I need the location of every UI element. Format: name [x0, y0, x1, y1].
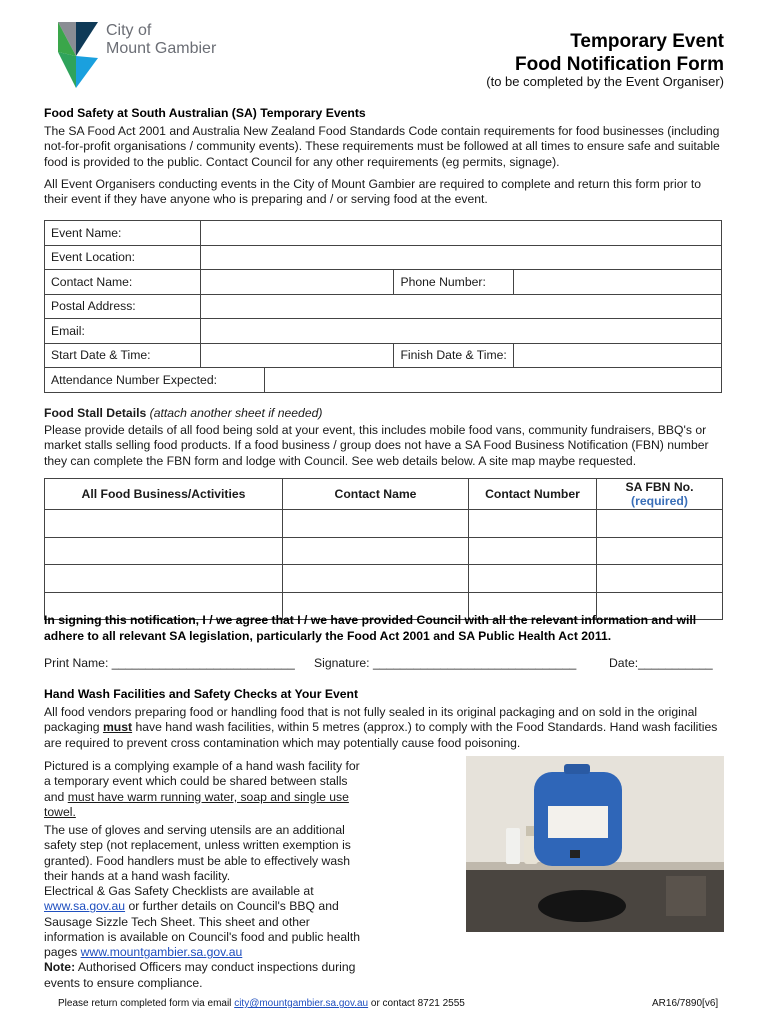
document-reference: AR16/7890[v6]: [652, 998, 719, 1009]
table-row: [45, 537, 723, 565]
event-location-label: Event Location:: [45, 245, 201, 270]
form-subtitle: (to be completed by the Event Organiser): [486, 74, 724, 89]
fbn-cell[interactable]: [597, 565, 723, 593]
footer-return-text: [58, 998, 465, 1009]
col-header-contact-number: Contact Number: [469, 479, 597, 510]
contact-number-cell[interactable]: [469, 565, 597, 593]
finish-date-field[interactable]: [514, 343, 722, 368]
activity-cell[interactable]: [45, 565, 283, 593]
start-date-field[interactable]: [200, 343, 394, 368]
intro-paragraph-2: All Event Organisers conducting events in the City of Mount Gambier are required to complete and return this form prior to their event if they have anyone who is preparing and / or serving food at the event.: [44, 177, 702, 207]
date-line[interactable]: Date:___________: [609, 656, 713, 670]
hand-wash-text-a: All food vendors preparing food or handling food that is not fully sealed in its original packaging and on sold in the original packaging: [44, 705, 698, 735]
attendance-label: Attendance Number Expected:: [45, 368, 265, 393]
hand-wash-text-b: have hand wash facilities, within 5 metres (approx.) to comply with the Food Standards. Hand wash facilities are required to prevent cross contamination which may potentially cause food poisoning.: [44, 720, 718, 750]
contact-name-label: Contact Name:: [45, 270, 201, 295]
event-details-table: [44, 220, 722, 393]
footer-email-link[interactable]: city@mountgambier.sa.gov.au: [234, 998, 369, 1009]
org-name-line2: Mount Gambier: [106, 40, 217, 57]
intro-heading: Food Safety at South Australian (SA) Temporary Events: [44, 106, 366, 120]
note-label: Note:: [44, 960, 76, 975]
elec-text-b: or further details on Council's BBQ and Sausage Sizzle Tech Sheet. This sheet and other information is available on Council's food and public health pages: [44, 899, 361, 960]
contact-name-cell[interactable]: [283, 510, 469, 538]
fbn-cell[interactable]: [597, 510, 723, 538]
signature-line[interactable]: Signature: ______________________________: [314, 656, 577, 670]
pictured-text: Pictured is a complying example of a hand wash facility for a temporary event which could be shared between stalls and: [44, 759, 360, 804]
postal-address-field[interactable]: [200, 294, 721, 319]
event-location-field[interactable]: [200, 245, 721, 270]
contact-name-cell[interactable]: [283, 565, 469, 593]
required-label: (required): [631, 494, 688, 508]
gloves-paragraph: The use of gloves and serving utensils are an additional safety step (not replacement, unless written exemption is granted). Food handlers must be able to effectively wash their hands at a hand wash facility.: [44, 823, 351, 883]
intro-paragraph-1: The SA Food Act 2001 and Australia New Zealand Food Standards Code contain requirements for food businesses (including not-for-profit organisations / community events). These requirements must be followed at all times to ensure safe and suitable food is provided to the public. Contact Council for any other requirements (eg permits, signage).: [44, 124, 720, 169]
form-title: [515, 30, 724, 76]
stall-heading: [44, 406, 322, 421]
col-header-activities: All Food Business/Activities: [45, 479, 283, 510]
col-header-fbn: [597, 479, 723, 510]
col-header-contact-name: Contact Name: [283, 479, 469, 510]
finish-date-label: Finish Date & Time:: [394, 343, 514, 368]
stall-heading-title: Food Stall Details: [44, 406, 147, 420]
start-date-label: Start Date & Time:: [45, 343, 201, 368]
org-name-line1: City of: [106, 22, 152, 39]
title-line2: Food Notification Form: [515, 54, 724, 75]
title-line1: Temporary Event: [570, 31, 724, 52]
phone-number-field[interactable]: [514, 270, 722, 295]
food-stall-table: [44, 478, 723, 620]
footer-text-b: or contact 8721 2555: [368, 998, 465, 1009]
safety-checklists-paragraph: [44, 884, 362, 991]
table-row: [45, 510, 723, 538]
event-name-field[interactable]: [200, 221, 721, 246]
print-name-line[interactable]: Print Name: ___________________________: [44, 656, 295, 670]
elec-text-a: Electrical & Gas Safety Checklists are available at: [44, 884, 314, 898]
event-name-label: Event Name:: [45, 221, 201, 246]
must-emphasis: must: [102, 720, 133, 735]
fbn-label: SA FBN No.: [625, 480, 694, 494]
hand-wash-facility-photo: [466, 756, 724, 932]
sa-gov-link[interactable]: www.sa.gov.au: [44, 899, 126, 914]
fbn-cell[interactable]: [597, 537, 723, 565]
attendance-field[interactable]: [264, 368, 721, 393]
postal-address-label: Postal Address:: [45, 294, 201, 319]
pictured-paragraph: [44, 759, 362, 820]
email-field[interactable]: [200, 319, 721, 344]
stall-paragraph: Please provide details of all food being sold at your event, this includes mobile food vans, community fundraisers, BBQ's or market stalls selling food products. If a food business / group does not have a SA Food Business Notification (FBN) number they can complete the FBN form and lodge with Council. See web details below. A site map maybe requested.: [44, 423, 709, 468]
contact-number-cell[interactable]: [469, 537, 597, 565]
footer-text-a: Please return completed form via email: [58, 998, 235, 1009]
mountgambier-link[interactable]: www.mountgambier.sa.gov.au: [80, 945, 243, 960]
note-text: Authorised Officers may conduct inspections during events to ensure compliance.: [44, 960, 356, 990]
hand-wash-heading: Hand Wash Facilities and Safety Checks at Your Event: [44, 687, 359, 701]
contact-number-cell[interactable]: [469, 510, 597, 538]
activity-cell[interactable]: [45, 537, 283, 565]
org-name: [106, 22, 216, 58]
activity-cell[interactable]: [45, 510, 283, 538]
table-row: [45, 565, 723, 593]
pictured-requirement: must have warm running water, soap and single use towel.: [44, 789, 349, 819]
phone-number-label: Phone Number:: [394, 270, 514, 295]
contact-name-cell[interactable]: [283, 537, 469, 565]
declaration-text: In signing this notification, I / we agree that I / we have provided Council with all the relevant information and will adhere to all relevant SA legislation, particularly the Food Act 2001 and SA Public Health Act 2011.: [44, 613, 697, 643]
stall-heading-note: (attach another sheet if needed): [149, 406, 323, 420]
email-label: Email:: [45, 319, 201, 344]
hand-wash-paragraph: [44, 705, 728, 751]
contact-name-field[interactable]: [200, 270, 394, 295]
